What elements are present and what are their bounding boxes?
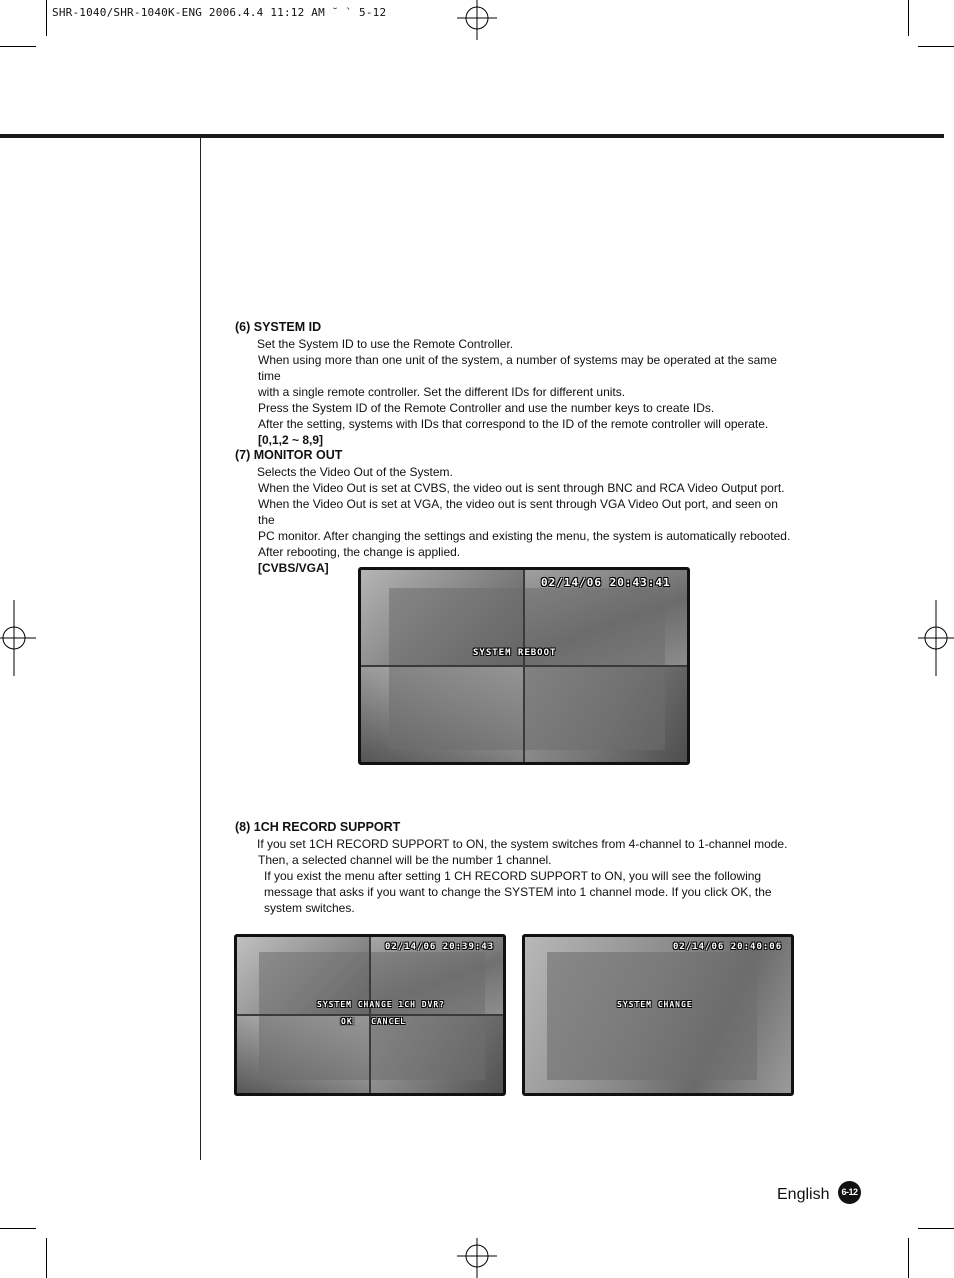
section-monitor-out xyxy=(235,446,795,576)
page-number-badge: 6-12 xyxy=(838,1181,861,1204)
registration-mark-icon xyxy=(457,1238,497,1278)
osd-overlay xyxy=(389,588,665,750)
footer-language: English xyxy=(777,1186,830,1203)
body-line: When the Video Out is set at VGA, the video out is sent through VGA Video Out port, and seen on the xyxy=(258,497,778,527)
osd-message: SYSTEM CHANGE 1CH DVR? xyxy=(317,1000,445,1009)
body-line: with a single remote controller. Set the different IDs for different units. xyxy=(258,385,626,399)
osd-message: SYSTEM REBOOT xyxy=(473,648,557,658)
screenshot-system-change-prompt xyxy=(234,934,506,1096)
body-line: After the setting, systems with IDs that correspond to the ID of the remote controller will operate. xyxy=(258,417,769,431)
body-line: If you exist the menu after setting 1 CH RECORD SUPPORT to ON, you will see the following xyxy=(264,869,762,883)
osd-ok-button[interactable]: OK xyxy=(341,1017,353,1026)
crop-mark xyxy=(0,46,36,47)
section-system-id xyxy=(235,318,795,448)
section-heading: (7) MONITOR OUT xyxy=(235,448,343,462)
body-line: system switches. xyxy=(264,901,355,915)
split-divider xyxy=(237,1014,503,1016)
crop-mark xyxy=(908,0,909,36)
registration-mark-icon xyxy=(0,600,36,676)
split-divider xyxy=(361,665,687,667)
osd-timestamp: 02/14/06 20:43:41 xyxy=(541,576,671,589)
print-header: SHR-1040/SHR-1040K-ENG 2006.4.4 11:12 AM ˘ ` 5-12 xyxy=(52,6,387,19)
section-heading: (8) 1CH RECORD SUPPORT xyxy=(235,820,401,834)
screenshot-system-change xyxy=(522,934,794,1096)
option-values: [0,1,2 ~ 8,9] xyxy=(258,433,324,447)
osd-message: SYSTEM CHANGE xyxy=(617,1000,693,1009)
body-line: If you set 1CH RECORD SUPPORT to ON, the system switches from 4-channel to 1-channel mode. xyxy=(257,837,788,851)
body-line: message that asks if you want to change the SYSTEM into 1 channel mode. If you click OK, the xyxy=(264,885,772,899)
body-line: Press the System ID of the Remote Controller and use the number keys to create IDs. xyxy=(258,401,715,415)
crop-mark xyxy=(0,1228,36,1229)
body-line: After rebooting, the change is applied. xyxy=(258,545,461,559)
osd-cancel-button[interactable]: CANCEL xyxy=(371,1017,406,1026)
section-heading: (6) SYSTEM ID xyxy=(235,320,322,334)
crop-mark xyxy=(46,1238,47,1278)
osd-timestamp: 02/14/06 20:39:43 xyxy=(385,942,495,952)
option-values: [CVBS/VGA] xyxy=(258,561,329,575)
osd-overlay xyxy=(259,952,485,1080)
registration-mark-icon xyxy=(457,0,497,40)
crop-mark xyxy=(918,1228,954,1229)
margin-rule xyxy=(200,138,201,1160)
body-line: Then, a selected channel will be the number 1 channel. xyxy=(258,853,552,867)
body-line: When the Video Out is set at CVBS, the video out is sent through BNC and RCA Video Output port. xyxy=(258,481,785,495)
crop-mark xyxy=(908,1238,909,1278)
body-line: PC monitor. After changing the settings and existing the menu, the system is automatically rebooted. xyxy=(258,529,791,543)
crop-mark xyxy=(46,0,47,36)
registration-mark-icon xyxy=(918,600,954,676)
screenshot-system-reboot xyxy=(358,567,690,765)
body-line: Selects the Video Out of the System. xyxy=(257,465,453,479)
body-line: Set the System ID to use the Remote Controller. xyxy=(257,337,514,351)
osd-overlay xyxy=(547,952,757,1080)
header-rule xyxy=(0,134,944,138)
body-line: When using more than one unit of the system, a number of systems may be operated at the same time xyxy=(258,353,777,383)
osd-timestamp: 02/14/06 20:40:06 xyxy=(673,942,783,952)
crop-mark xyxy=(918,46,954,47)
section-1ch-record-support xyxy=(235,818,795,916)
